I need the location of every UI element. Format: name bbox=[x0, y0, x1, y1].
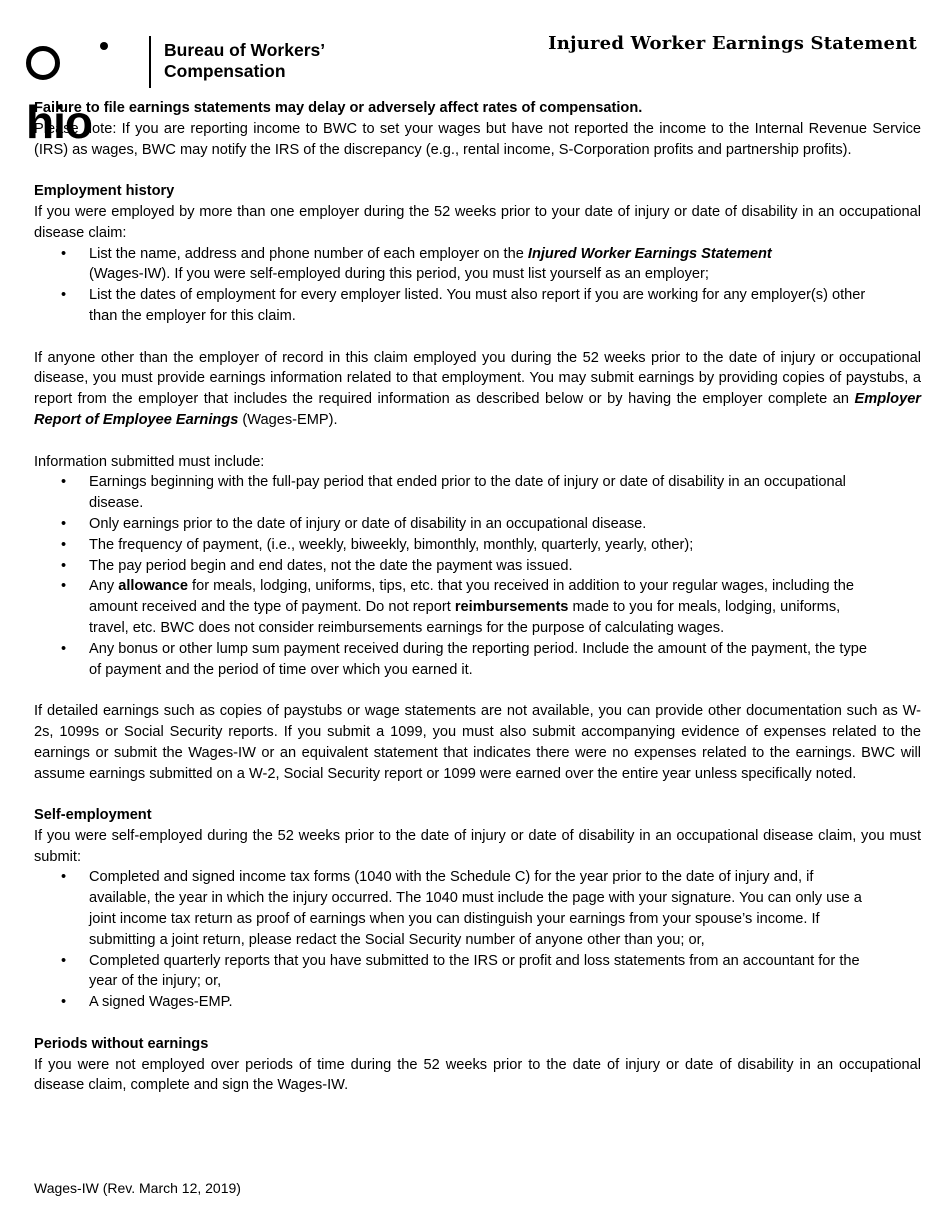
list-item: • Completed and signed income tax forms (1040 with the Schedule C) for the year prior to the date of injury and, if available, the year in which the injury occurred. The 1040 must include the page with your signature. You can only use a joint income tax return as proof of earnings when you can distinguish your earnings from your spouse’s income. If submitting a joint return, please redact the Social Security number of anyone other than you; or, bbox=[34, 867, 879, 950]
list-item: • Earnings beginning with the full-pay period that ended prior to the date of injury or date of disability in an occupational disease. bbox=[34, 472, 879, 514]
ohio-logo-dot bbox=[100, 42, 108, 50]
list-item: • The pay period begin and end dates, not the date the payment was issued. bbox=[34, 556, 879, 577]
list-item: • A signed Wages-EMP. bbox=[34, 992, 879, 1013]
irs-note: Please note: If you are reporting income to BWC to set your wages but have not reported the income to the Internal Revenue Service (IRS) as wages, BWC may notify the IRS of the discrepancy (e.g., rental income, S-Corporation profits and partnership profits). bbox=[34, 120, 921, 158]
bureau-name-line2: Compensation bbox=[164, 61, 286, 81]
list-item: • The frequency of payment, (i.e., weekly, biweekly, bimonthly, monthly, quarterly, yearly, other); bbox=[34, 535, 879, 556]
employment-history-lead: If you were employed by more than one employer during the 52 weeks prior to your date of injury or date of disability in an occupational disease claim: bbox=[34, 203, 921, 241]
alternative-documentation-paragraph: If detailed earnings such as copies of paystubs or wage statements are not available, you can provide other documentation such as W-2s, 1099s or Social Security reports. If you submit a 1099, you must also submit accompanying evidence of expenses related to the earnings or submit the Wages-IW or an equivalent statement that indicates there were no expenses related to the earnings. BWC will assume earnings submitted on a W-2, Social Security report or 1099 were earned over the entire year unless specifically noted. bbox=[34, 703, 921, 782]
self-employment-heading: Self-employment bbox=[34, 807, 152, 824]
employment-history-list bbox=[34, 244, 921, 327]
employment-history-heading: Employment history bbox=[34, 183, 175, 200]
list-item: • Completed quarterly reports that you have submitted to the IRS or profit and loss statements from an accountant for the year of the injury; or, bbox=[34, 951, 879, 993]
periods-without-earnings-text: If you were not employed over periods of time during the 52 weeks prior to the date of injury or date of disability in an occupational disease claim, complete and sign the Wages-IW. bbox=[34, 1056, 921, 1094]
document-body bbox=[34, 98, 921, 1096]
other-employer-paragraph: If anyone other than the employer of record in this claim employed you during the 52 weeks prior to the date of injury or occupational disease, you must provide earnings information related to that employment. You may submit earnings by providing copies of paystubs, a report from the employer that includes the required information as described below or by having the employer complete an Employer Report of Employee Earnings (Wages-EMP). bbox=[34, 349, 921, 428]
info-required-lead: Information submitted must include: bbox=[34, 453, 265, 470]
ohio-logo-wordmark: hio bbox=[26, 32, 92, 152]
list-item: • List the dates of employment for every employer listed. You must also report if you are working for any employer(s) other than the employer for this claim. bbox=[34, 285, 879, 327]
info-required-list bbox=[34, 472, 921, 680]
list-item: • Any bonus or other lump sum payment received during the reporting period. Include the amount of the payment, the type of payment and the period of time over which you earned it. bbox=[34, 639, 879, 681]
list-item: • Only earnings prior to the date of injury or date of disability in an occupational disease. bbox=[34, 514, 879, 535]
self-employment-list bbox=[34, 867, 921, 1013]
periods-without-earnings-heading: Periods without earnings bbox=[34, 1035, 209, 1052]
list-item: • List the name, address and phone number of each employer on the Injured Worker Earnings Statement (Wages-IW). If you were self-employed during this period, you must list yourself as an employer; bbox=[34, 244, 879, 286]
logo-divider bbox=[149, 36, 151, 88]
form-name-wages-iw: Injured Worker Earnings Statement bbox=[527, 245, 772, 262]
warning-statement: Failure to file earnings statements may delay or adversely affect rates of compensation. bbox=[34, 100, 643, 116]
document-title: Injured Worker Earnings Statement bbox=[548, 33, 917, 54]
self-employment-lead: If you were self-employed during the 52 weeks prior to the date of injury or date of disability in an occupational disease claim, you must submit: bbox=[34, 827, 921, 865]
list-item: • Any allowance for meals, lodging, uniforms, tips, etc. that you received in addition to your regular wages, including the amount received and the type of payment. Do not report reimbursements made to you for meals, lodging, uniforms, travel, etc. BWC does not consider reimbursements earnings for the purpose of calculating wages. bbox=[34, 576, 879, 638]
form-name-wages-emp: Employer Report of Employee Earnings bbox=[34, 391, 921, 428]
form-revision-footer: Wages-IW (Rev. March 12, 2019) bbox=[34, 1180, 241, 1196]
ohio-logo-o-mark bbox=[26, 46, 60, 80]
bureau-name bbox=[164, 40, 325, 82]
bureau-name-line1: Bureau of Workers’ bbox=[164, 40, 326, 60]
